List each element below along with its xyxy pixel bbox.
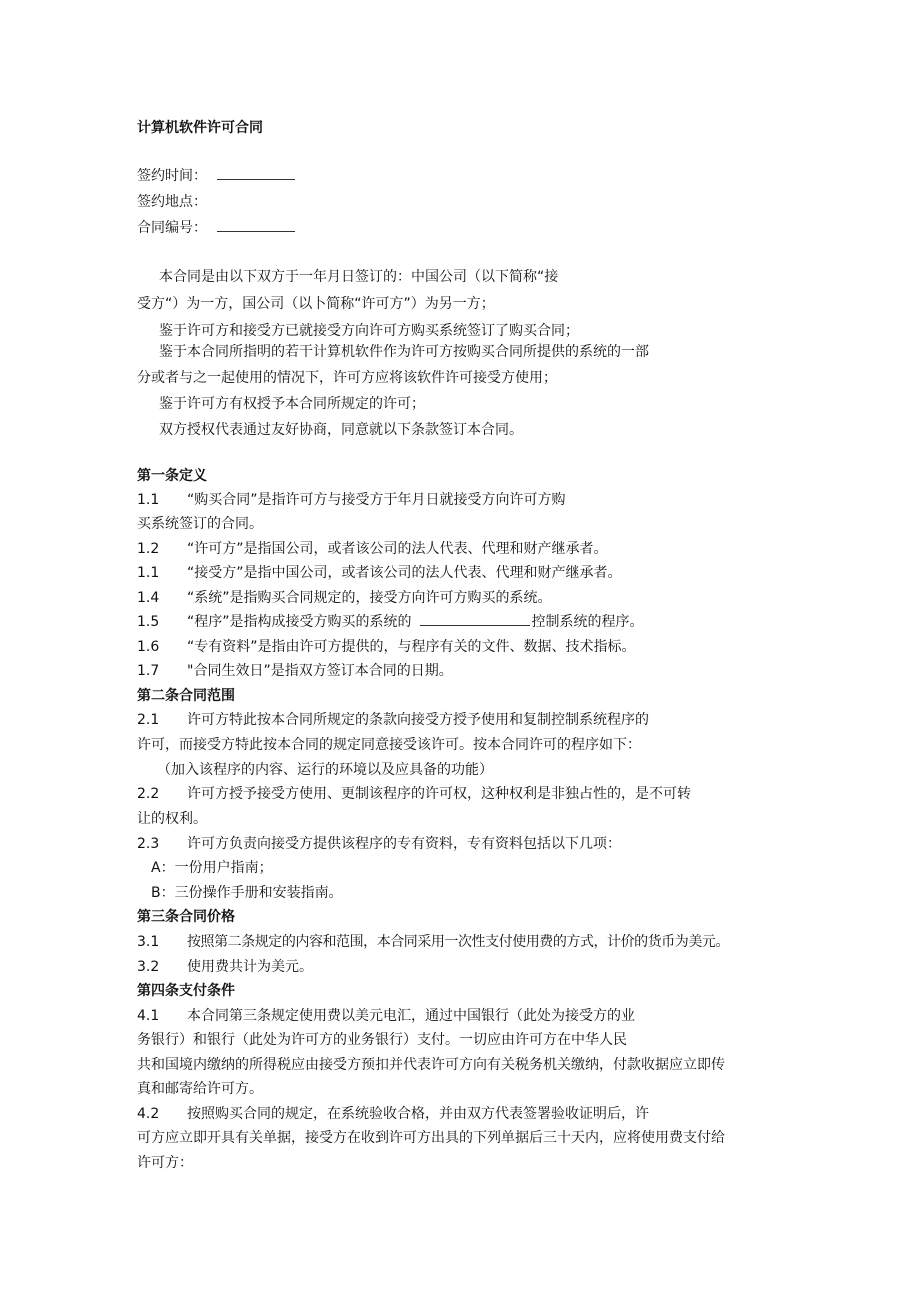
article1-item6 xyxy=(137,637,636,657)
article3-item2 xyxy=(137,957,313,977)
preamble-p3b: 分或者与之一起使用的情况下，许可方应将该软件许可接受方使用； xyxy=(137,370,557,386)
item-number: 1.2 xyxy=(137,541,160,557)
item-text: 许可方负责向接受方提供该程序的专有资料，专有资料包括以下几项： xyxy=(187,836,621,852)
article1-item4 xyxy=(137,588,552,608)
item-text: 按照购买合同的规定，在系统验收合格，并由双方代表签署验收证明后，许 xyxy=(187,1106,649,1122)
preamble-p2: 鉴于许可方和接受方已就接受方向许可方购买系统签订了购买合同； xyxy=(159,323,579,339)
item-text: 按照第二条规定的内容和范围，本合同采用一次性支付使用费的方式，计价的货币为美元。 xyxy=(187,934,729,950)
article1-item3 xyxy=(137,563,622,583)
sign-time-blank xyxy=(217,167,295,180)
sign-time-label: 签约时间： xyxy=(137,168,207,184)
item-text: 许可方特此按本合同所规定的条款向接受方授予使用和复制控制系统程序的 xyxy=(187,712,649,728)
item-number: 1.1 xyxy=(137,565,160,581)
item-number: 2.1 xyxy=(137,712,160,728)
contract-number-blank xyxy=(217,219,295,232)
article2-item3-b: B：三份操作手册和安装指南。 xyxy=(151,885,343,901)
article2-item3-a: A：一份用户指南； xyxy=(151,860,273,876)
item-text: “系统”是指购买合同规定的，接受方向许可方购买的系统。 xyxy=(187,590,552,606)
item-text: 使用费共计为美元。 xyxy=(187,959,313,975)
preamble-p4: 鉴于许可方有权授予本合同所规定的许可； xyxy=(159,396,425,412)
article4-item2-cont2: 许可方： xyxy=(137,1155,193,1171)
preamble-p1a: 本合同是由以下双方于一年月日签订的：中国公司（以下简称“接 xyxy=(159,269,559,285)
article4-item1-cont1: 务银行）和银行（此处为许可方的业务银行）支付。一切应由许可方在中华人民 xyxy=(137,1032,627,1048)
article2-item1 xyxy=(137,710,649,730)
article1-item1-cont: 买系统签订的合同。 xyxy=(137,516,263,532)
item-number: 1.5 xyxy=(137,614,160,630)
item-number: 2.3 xyxy=(137,836,160,852)
item-number: 1.7 xyxy=(137,663,160,679)
item-number: 3.1 xyxy=(137,934,160,950)
article2-item1-cont: 许可，而接受方特此按本合同的规定同意接受该许可。按本合同许可的程序如下： xyxy=(137,737,641,753)
item-text: “程序”是指构成接受方购买的系统的 xyxy=(187,614,412,630)
article1-heading: 第一条定义 xyxy=(137,468,207,484)
preamble-p3a: 鉴于本合同所指明的若干计算机软件作为许可方按购买合同所提供的系统的一部 xyxy=(159,344,649,360)
article1-item1 xyxy=(137,490,566,510)
item-text: “购买合同”是指许可方与接受方于年月日就接受方向许可方购 xyxy=(187,492,566,508)
article4-item1 xyxy=(137,1006,635,1026)
contract-number-row xyxy=(137,218,295,238)
item-number: 4.1 xyxy=(137,1008,160,1024)
item-number: 1.4 xyxy=(137,590,160,606)
article3-heading: 第三条合同价格 xyxy=(137,909,235,925)
preamble-p5: 双方授权代表通过友好协商，同意就以下条款签订本合同。 xyxy=(159,422,523,438)
sign-place-label: 签约地点： xyxy=(137,194,207,210)
item-number: 2.2 xyxy=(137,786,160,802)
article1-item2 xyxy=(137,539,608,559)
item-number: 1.6 xyxy=(137,639,160,655)
item-text: 许可方授予接受方使用、更制该程序的许可权，这种权利是非独占性的，是不可转 xyxy=(187,786,691,802)
item-text: 本合同第三条规定使用费以美元电汇，通过中国银行（此处为接受方的业 xyxy=(187,1008,635,1024)
item-number: 4.2 xyxy=(137,1106,160,1122)
article2-item3 xyxy=(137,834,621,854)
item-number: 1.1 xyxy=(137,492,160,508)
article4-item1-cont3: 真和邮寄给许可方。 xyxy=(137,1081,263,1097)
article2-item2 xyxy=(137,784,691,804)
item-text: "合同生效日”是指双方签订本合同的日期。 xyxy=(187,663,453,679)
article1-item5 xyxy=(137,612,644,632)
contract-number-label: 合同编号： xyxy=(137,220,207,236)
item-number: 3.2 xyxy=(137,959,160,975)
preamble-p1b: 受方“）为一方，国公司（以卜简称“许可方”）为另一方； xyxy=(137,296,495,312)
article4-item2-cont1: 可方应立即开具有关单据，接受方在收到许可方出具的下列单据后三十天内，应将使用费支付给 xyxy=(137,1130,725,1146)
article2-item1-note: （加入该程序的内容、运行的环境以及应具备的功能） xyxy=(157,762,493,778)
program-blank xyxy=(420,613,530,626)
contract-title: 计算机软件许可合同 xyxy=(137,120,263,136)
article1-item7 xyxy=(137,661,453,681)
article3-item1 xyxy=(137,932,729,952)
sign-time-row xyxy=(137,166,295,186)
article4-item1-cont2: 共和国境内缴纳的所得税应由接受方预扣并代表许可方向有关税务机关缴纳，付款收据应立即传 xyxy=(137,1057,725,1073)
item-text: 控制系统的程序。 xyxy=(531,614,644,630)
article4-item2 xyxy=(137,1104,649,1124)
item-text: “许可方”是指国公司，或者该公司的法人代表、代理和财产继承者。 xyxy=(187,541,608,557)
article2-heading: 第二条合同范围 xyxy=(137,688,235,704)
article2-item2-cont: 让的权利。 xyxy=(137,811,207,827)
item-text: “接受方”是指中国公司，或者该公司的法人代表、代理和财产继承者。 xyxy=(187,565,622,581)
article4-heading: 第四条支付条件 xyxy=(137,983,235,999)
item-text: “专有资料”是指由许可方提供的，与程序有关的文件、数据、技术指标。 xyxy=(187,639,636,655)
